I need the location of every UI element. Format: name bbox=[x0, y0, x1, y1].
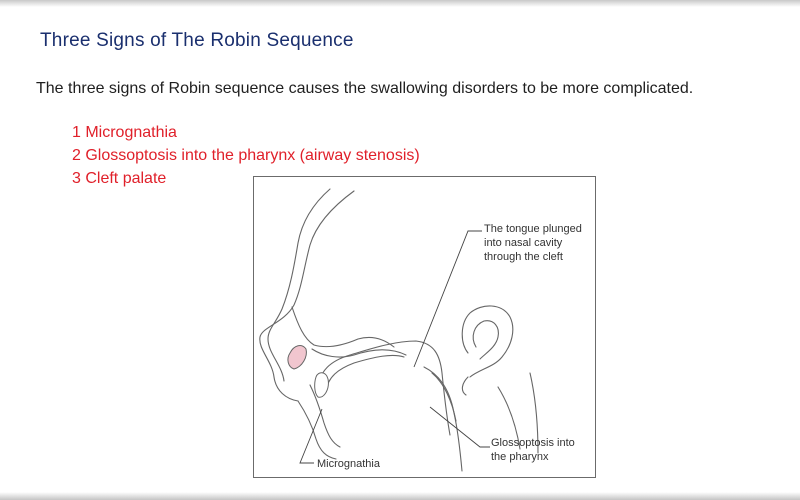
glossoptosis-leader-line bbox=[430, 407, 490, 447]
ear-lobe bbox=[462, 377, 468, 395]
sign-item-glossoptosis: 2 Glossoptosis into the pharynx (airway stenosis) bbox=[72, 147, 420, 164]
ear-outer bbox=[462, 306, 513, 377]
label-tongue-nasal-cavity: The tongue plunged into nasal cavity through the cleft bbox=[484, 223, 582, 263]
sign-item-cleft-palate: 3 Cleft palate bbox=[72, 170, 167, 187]
label-glossoptosis: Glossoptosis into the pharynx bbox=[491, 437, 575, 463]
slide-title: Three Signs of The Robin Sequence bbox=[40, 30, 354, 51]
pharynx-wall-inner bbox=[432, 373, 456, 421]
ear-inner bbox=[473, 321, 498, 359]
tongue-outline bbox=[318, 341, 450, 435]
anatomy-figure bbox=[253, 176, 596, 478]
micrognathia-leader-line bbox=[300, 409, 322, 463]
sign-item-micrognathia: 1 Micrognathia bbox=[72, 124, 177, 141]
label-micrognathia: Micrognathia bbox=[317, 458, 380, 470]
cleft-highlight bbox=[288, 346, 306, 369]
bottom-shadow-edge bbox=[0, 492, 800, 500]
mandible-outline bbox=[298, 401, 336, 459]
top-shadow-edge bbox=[0, 0, 800, 7]
tongue-inner-line bbox=[326, 355, 404, 391]
nasal-cavity-outline bbox=[292, 307, 394, 347]
intro-text: The three signs of Robin sequence causes the swallowing disorders to be more complicated. bbox=[36, 80, 694, 97]
uvula-shape bbox=[315, 373, 329, 398]
tongue-leader-line bbox=[414, 231, 482, 367]
